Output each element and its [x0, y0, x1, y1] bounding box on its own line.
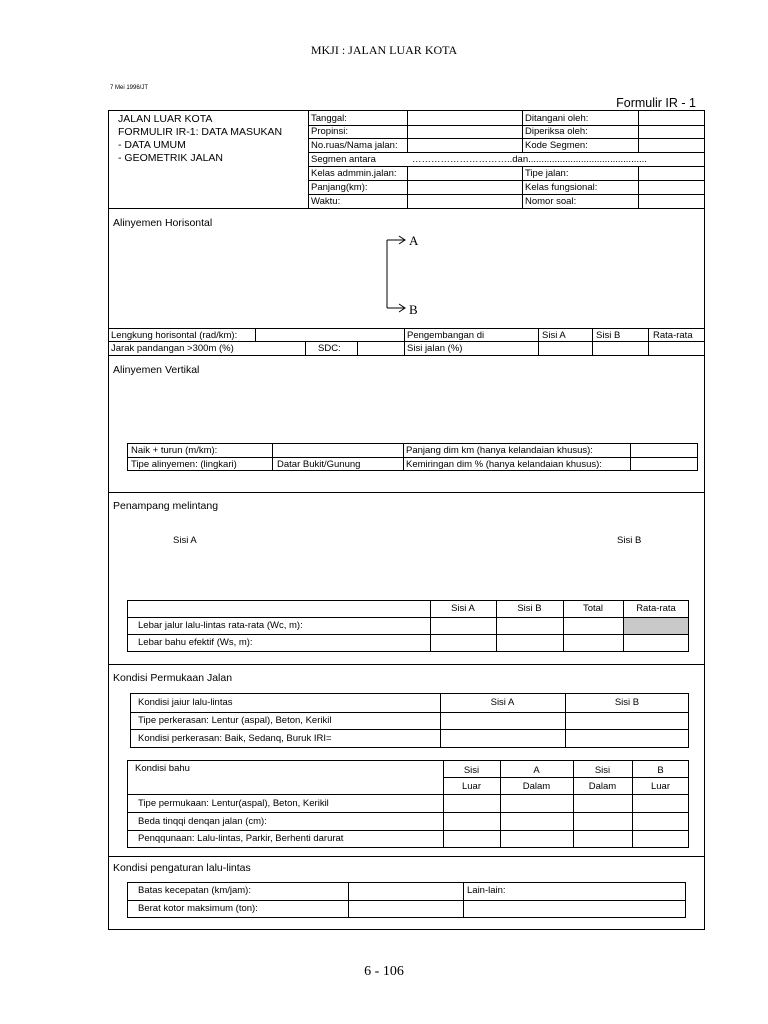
horizontal-title: Alinyemen Horisontal: [113, 217, 213, 229]
sisi-jalan-label: Sisi jalan (%): [407, 343, 463, 354]
kemiringan-label: Kemiringan dim % (hanya kelandaian khusus):: [406, 459, 602, 470]
field-kelas-admin: Kelas admmin.jalan:: [311, 168, 397, 179]
identity-line-1: JALAN LUAR KOTA: [118, 113, 213, 125]
berat-kotor-label: Berat kotor maksimum (ton):: [138, 903, 258, 914]
date-code: 7 Mei 1996/JT: [110, 85, 149, 91]
segmen-dots: …………………………..dan.............................................: [412, 154, 647, 165]
direction-a-label: A: [409, 233, 419, 248]
naik-turun-label: Naik + turun (m/km):: [131, 445, 218, 456]
cross-section-title: Penampang melintang: [113, 500, 219, 512]
t2-top-3: Sisi: [594, 765, 611, 776]
identity-line-2: FORMULIR IR-1: DATA MASUKAN: [118, 126, 283, 138]
pengembangan-label: Pengembangan di: [407, 330, 485, 341]
t2-top-4: B: [657, 765, 664, 776]
t2-sub-2: Dalam: [522, 781, 551, 792]
field-propinsi: Propinsi:: [311, 126, 348, 137]
cross-col-sisi-b: Sisi B: [517, 603, 542, 614]
field-kelas-fungsional: Kelas fungsional:: [525, 182, 598, 193]
traffic-title: Kondisi pengaturan lalu-lintas: [113, 862, 251, 874]
cross-col-total: Total: [582, 603, 604, 614]
penggunaan-label: Penqqunaan: Lalu-lintas, Parkir, Berhenti darurat: [138, 833, 344, 844]
tipe-alinyemen-label: Tipe alinyemen: (lingkari): [131, 459, 237, 470]
t2-top-2: A: [533, 765, 540, 776]
field-ruas: No.ruas/Nama jalan:: [311, 140, 398, 151]
form-id: Formulir IR - 1: [616, 96, 696, 110]
t2-top-1: Sisi: [463, 765, 480, 776]
batas-kecepatan-label: Batas kecepatan (km/jam):: [138, 885, 251, 896]
cross-col-sisi-a: Sisi A: [451, 603, 475, 614]
field-waktu: Waktu:: [311, 196, 341, 207]
direction-b-label: B: [409, 302, 418, 317]
cross-side-a-label: Sisi A: [173, 535, 197, 546]
page-number: 6 - 106: [364, 964, 404, 979]
lengkung-label: Lengkung horisontal (rad/km):: [111, 330, 238, 341]
field-tipe-jalan: Tipe jalan:: [525, 168, 569, 179]
field-tanggal: Tanggal:: [311, 113, 347, 124]
t2-sub-3: Dalam: [588, 781, 617, 792]
tipe-permukaan-label: Tipe permukaan: Lentur(aspal), Beton, Kerikil: [138, 798, 329, 809]
t1-head-label: Kondisi jaiur lalu-lintas: [138, 697, 233, 708]
field-diperiksa: Diperiksa oleh:: [525, 126, 588, 137]
panjang-label: Panjang dim km (hanya kelandaian khusus):: [406, 445, 593, 456]
t2-sub-4: Luar: [650, 781, 670, 792]
cross-col-rata-rata: Rata-rata: [636, 603, 676, 614]
field-kode-segmen: Kode Segmen:: [525, 140, 588, 151]
surface-title: Kondisi Permukaan Jalan: [113, 672, 233, 684]
field-ditangani: Ditangani oleh:: [525, 113, 589, 124]
field-panjang: Panjang(km):: [311, 182, 368, 193]
t1-sisi-b: Sisi B: [614, 697, 640, 708]
t1-sisi-a: Sisi A: [490, 697, 515, 708]
beda-tinggi-label: Beda tinqqi denqan jalan (cm):: [138, 816, 267, 827]
field-segmen: Segmen antara: [311, 154, 376, 165]
cross-side-b-label: Sisi B: [617, 535, 642, 546]
document-title: MKJI : JALAN LUAR KOTA: [310, 43, 458, 57]
tipe-perkerasan-label: Tipe perkerasan: Lentur (aspal), Beton, Kerikil: [138, 715, 332, 726]
horizontal-sisi-b: Sisi B: [596, 330, 621, 341]
jarak-label: Jarak pandangan >300m (%): [111, 343, 234, 354]
sdc-label: SDC:: [318, 343, 341, 354]
field-nomor-soal: Nomor soal:: [525, 196, 577, 207]
kondisi-perkerasan-label: Kondisi perkerasan: Baik, Sedanq, Buruk IRI=: [138, 733, 332, 744]
tipe-alinyemen-options: Datar Bukit/Gunung: [277, 459, 361, 470]
t2-head-label: Kondisi bahu: [135, 763, 190, 774]
identity-line-4: - GEOMETRIK JALAN: [118, 152, 224, 164]
t2-sub-1: Luar: [461, 781, 481, 792]
horizontal-rata-rata: Rata-rata: [653, 330, 693, 341]
horizontal-sisi-a: Sisi A: [542, 330, 566, 341]
direction-arrows-icon: [380, 232, 410, 317]
lebar-jalur-label: Lebar jalur lalu-lintas rata-rata (Wc, m):: [138, 620, 303, 631]
lebar-bahu-label: Lebar bahu efektif (Ws, m):: [138, 637, 253, 648]
vertical-title: Alinyemen Vertikal: [113, 364, 200, 376]
identity-line-3: - DATA UMUM: [118, 139, 186, 151]
lain-lain-label: Lain-lain:: [467, 885, 506, 896]
